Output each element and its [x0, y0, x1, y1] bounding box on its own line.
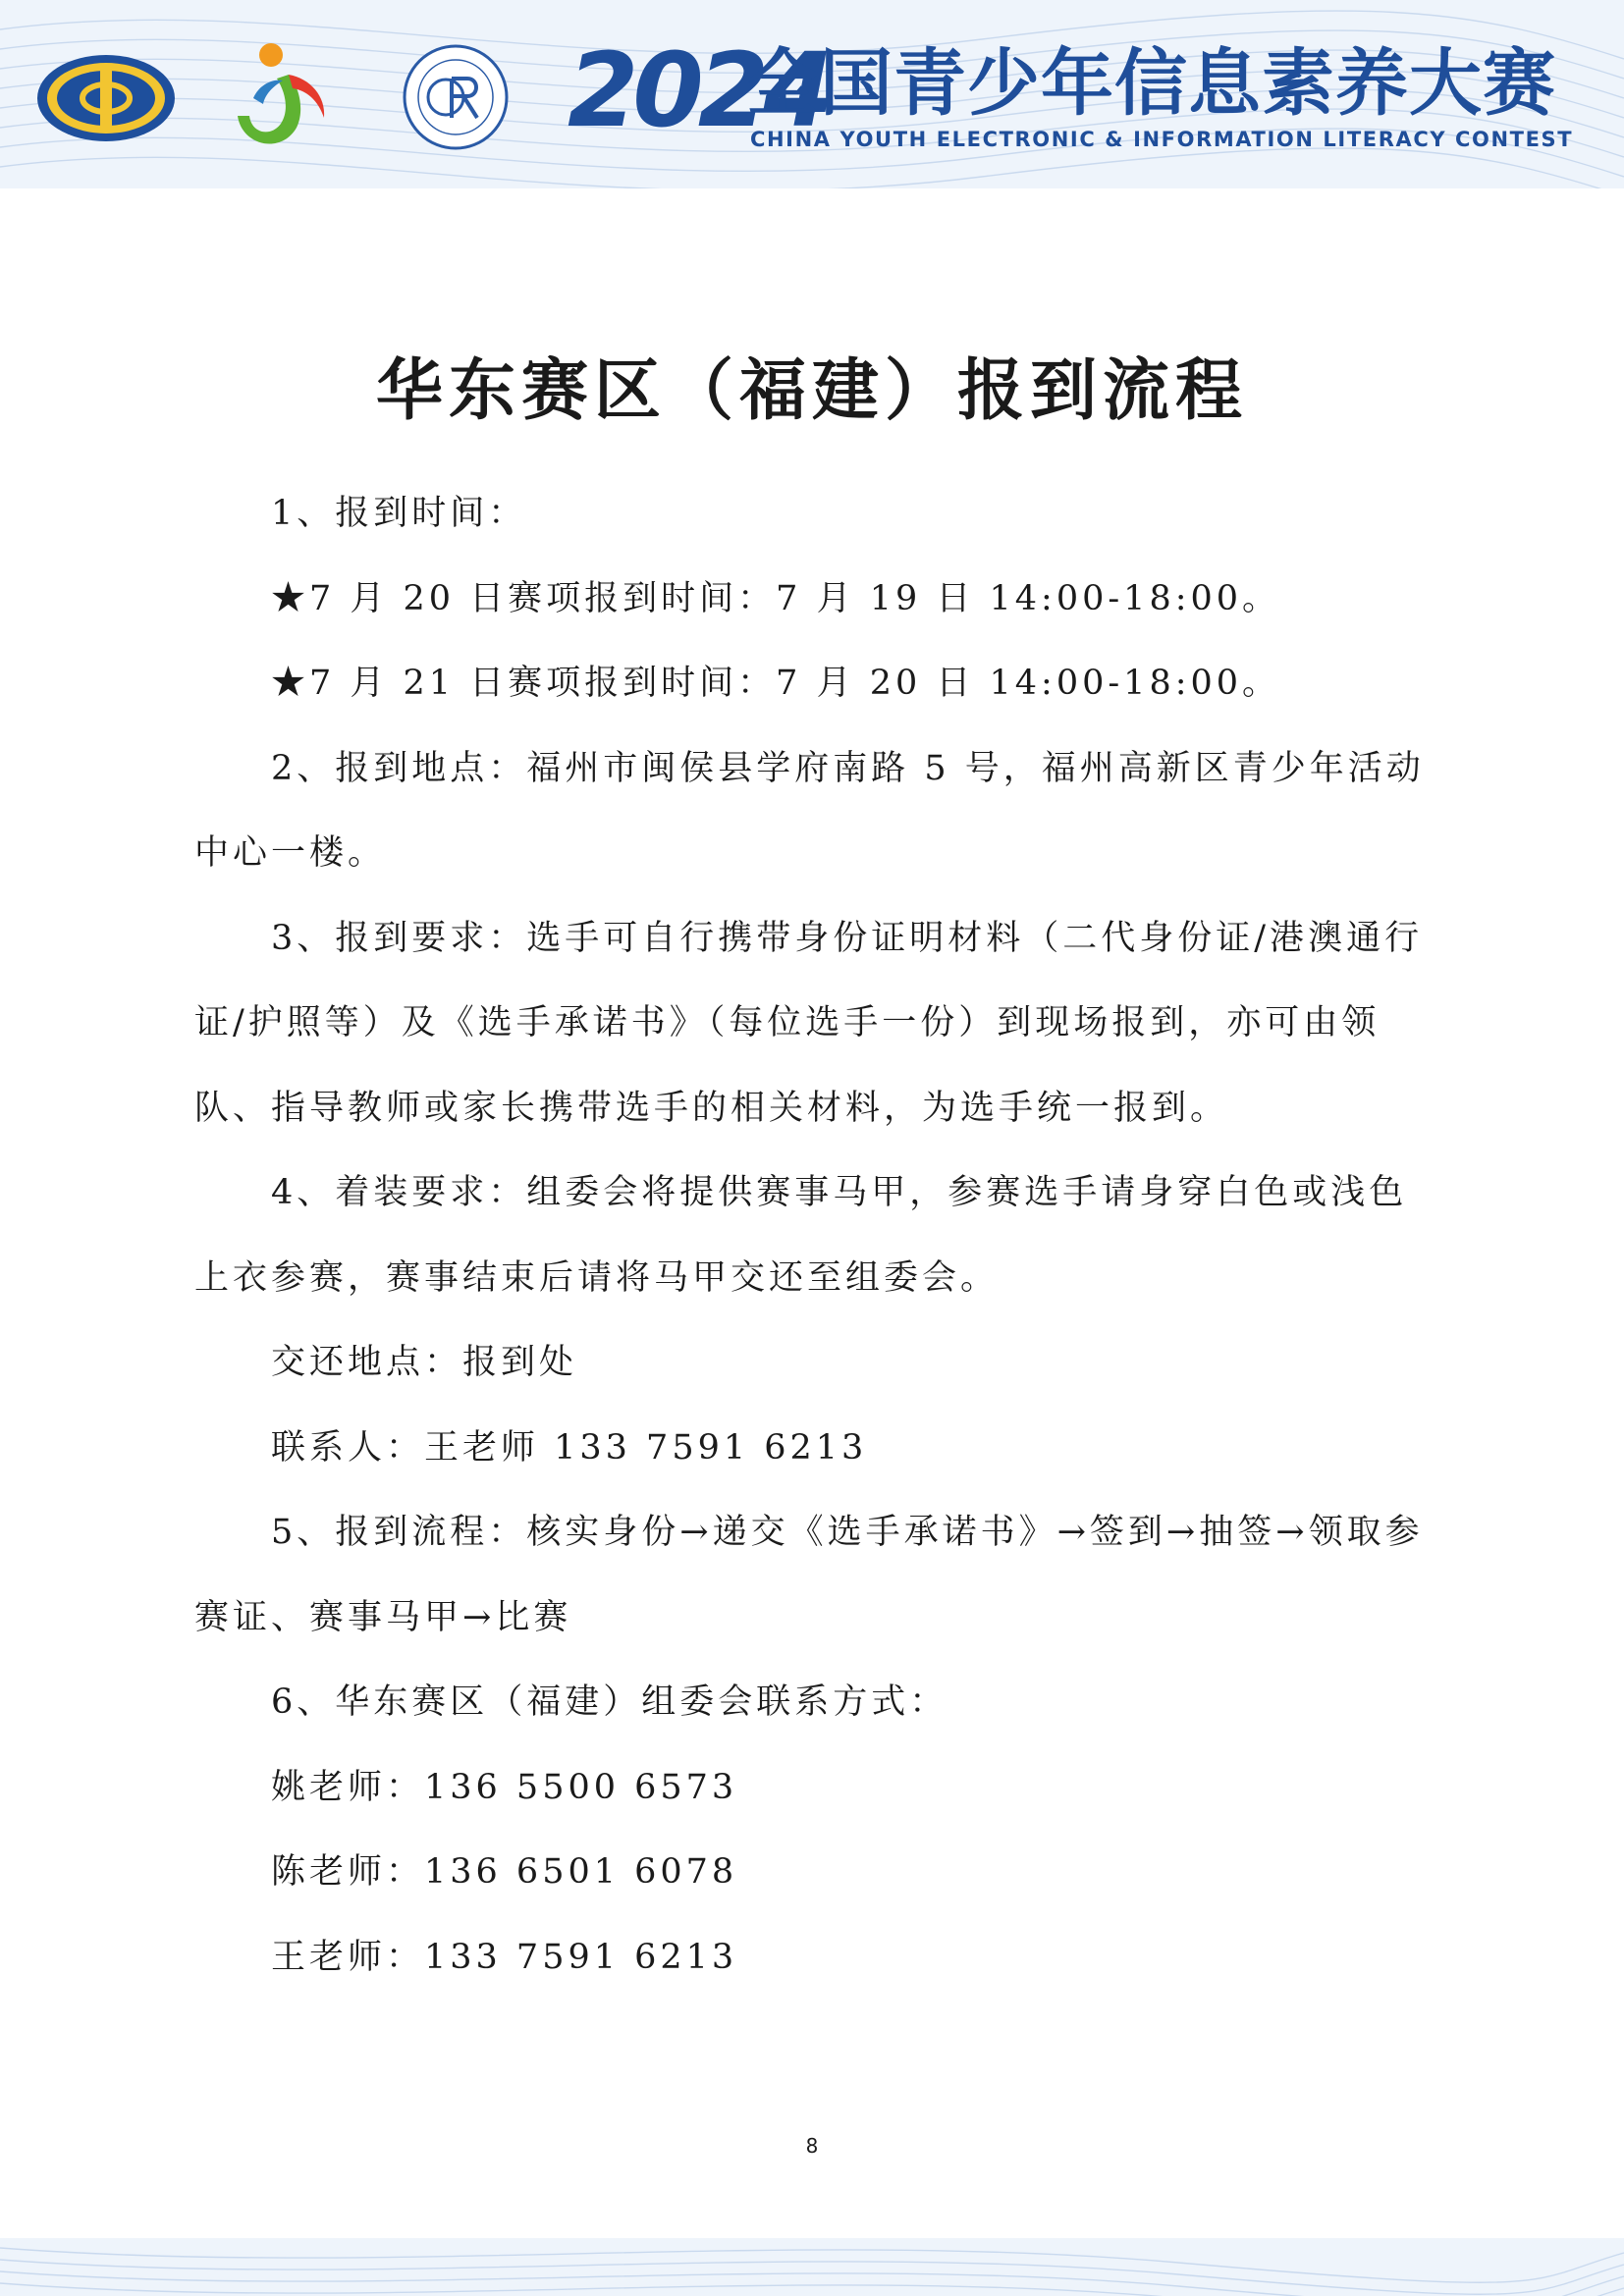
emblem-logo [35, 51, 177, 145]
section-dress-code: 4、着装要求：组委会将提供赛事马甲，参赛选手请身穿白色或浅色上衣参赛，赛事结束后请将马甲交还至组委会。 [194, 1173, 1408, 1298]
page-title: 华东赛区（福建）报到流程 [375, 350, 1248, 430]
footer-wave-pattern [0, 2238, 1624, 2296]
section-committee-contacts: 6、华东赛区（福建）组委会联系方式： [271, 1682, 948, 1722]
section-registration-requirements: 3、报到要求：选手可自行携带身份证明材料（二代身份证/港澳通行证/护照等）及《选手承诺书》（每位选手一份）到现场报到，亦可由领队、指导教师或家长携带选手的相关材料，为选手统一报到。 [194, 918, 1424, 1128]
contest-title-chinese: 全国青少年信息素养大赛 [746, 41, 1556, 126]
vest-return-location: 交还地点：报到处 [271, 1343, 578, 1382]
vest-return-contact: 联系人：王老师 133 7591 6213 [271, 1427, 868, 1468]
youth-figure-logo [220, 39, 338, 157]
contest-year: 2024 [568, 30, 829, 150]
section-registration-time: 1、报到时间： [271, 494, 527, 533]
document-body [194, 471, 1434, 2000]
contact-yao: 姚老师：136 5500 6573 [271, 1767, 738, 1807]
registration-time-july-20: ★7 月 20 日赛项报到时间：7 月 19 日 14:00-18:00。 [271, 578, 1281, 618]
contest-title-english: CHINA YOUTH ELECTRONIC & INFORMATION LITERACY CONTEST [750, 128, 1574, 151]
contact-chen: 陈老师：136 6501 6078 [271, 1852, 738, 1892]
footer-banner [0, 2238, 1624, 2296]
registration-time-july-21: ★7 月 21 日赛项报到时间：7 月 20 日 14:00-18:00。 [271, 664, 1281, 703]
association-seal-logo [399, 43, 513, 151]
header-banner [0, 0, 1624, 188]
section-registration-location: 2、报到地点：福州市闽侯县学府南路 5 号，福州高新区青少年活动中心一楼。 [194, 748, 1425, 873]
page-number: 8 [805, 2134, 819, 2158]
contact-wang: 王老师：133 7591 6213 [271, 1937, 738, 1977]
section-registration-process: 5、报到流程：核实身份→递交《选手承诺书》→签到→抽签→领取参赛证、赛事马甲→比赛 [194, 1513, 1424, 1637]
